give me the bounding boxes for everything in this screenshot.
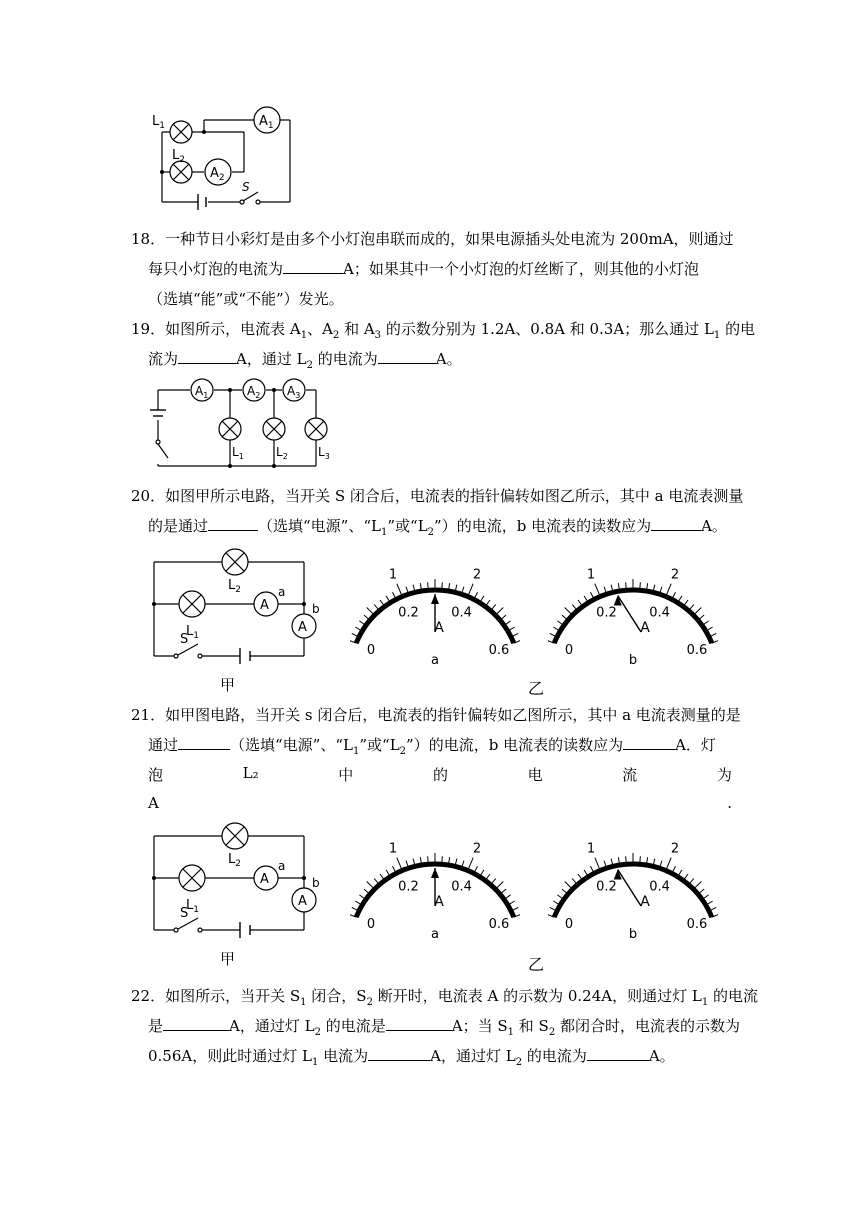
q20-line1: 20．如图甲所示电路，当开关 S 闭合后，电流表的指针偏转如图乙所示，其中 a 电流表测量	[131, 487, 744, 505]
dial-top-label: 1	[586, 567, 596, 583]
dial-tick	[428, 582, 429, 590]
dial-bottom-label: 0.2	[596, 879, 617, 895]
q22-blank-1[interactable]	[163, 1015, 229, 1031]
dial-tick	[693, 882, 701, 890]
q21-blank-2[interactable]	[623, 734, 675, 750]
battery-icon	[240, 648, 250, 664]
dial-tick	[468, 584, 473, 597]
q21-line3: 泡 L₂ 中 的 电 流 为	[148, 764, 732, 784]
dial-top-label: 1	[388, 841, 398, 857]
a2-label: $A_2$	[210, 166, 225, 183]
dial-bottom-label: 0	[564, 643, 574, 659]
q20-circuit-diagram	[148, 544, 323, 694]
ammeter-a-letter: A	[260, 872, 269, 887]
s-label: S	[242, 180, 250, 194]
battery-icon	[150, 410, 166, 416]
dial-bottom-label: 0.6	[488, 917, 510, 933]
unit-label: A	[434, 894, 444, 910]
svg-text:L1: $L_1$	[232, 445, 244, 461]
lamp-l1-icon	[219, 418, 241, 440]
l2-label: $L_2$	[172, 148, 185, 165]
q19-blank-1[interactable]	[178, 348, 236, 364]
dial-tick	[693, 608, 701, 616]
q20-blank-1[interactable]	[208, 515, 258, 531]
q18-line3: （选填“能”或“不能”）发光。	[148, 290, 344, 308]
q22-line2: 是 A，通过灯 $L_2$ 的电流是 A；当 $S_1$ 和 $S_2$ 都闭合时，电流表的示数为	[148, 1017, 740, 1038]
q21-meter-b	[548, 824, 718, 940]
meter-name-label: a	[431, 653, 439, 666]
q22-line3: 0.56A，则此时通过灯 $L_1$ 电流为 A，通过灯 $L_2$ 的电流为 A。	[148, 1047, 675, 1068]
b-label: b	[312, 876, 320, 890]
needle-head	[431, 868, 439, 878]
s-label: S	[180, 906, 189, 921]
dial-tick	[428, 856, 429, 864]
lamp-l1-icon	[170, 121, 192, 143]
q20-yi-label: 乙	[528, 679, 545, 698]
q19-line2: 流为 A，通过 $L_2$ 的电流为 A。	[148, 350, 462, 371]
lamp-l1-icon	[179, 591, 205, 617]
dial-arc	[554, 864, 712, 917]
a1-label: $A_1$	[259, 114, 274, 131]
dial-tick	[565, 882, 573, 890]
battery-icon	[198, 194, 206, 210]
junction-dot	[152, 876, 156, 880]
dial-bottom-label: 0.2	[596, 605, 617, 621]
dial-tick	[626, 856, 627, 864]
junction-dot	[302, 602, 306, 606]
dial-top-label: 2	[472, 841, 482, 857]
q20-line2: 的是通过 （选填“电源”、“$L_1$”或“$L_2$”）的电流，b 电流表的读数应为 A。	[148, 517, 727, 538]
q17-circuit-diagram	[148, 104, 298, 216]
q20-meter-a	[350, 550, 520, 666]
dial-top-label: 2	[670, 567, 680, 583]
ammeter-b-letter: A	[298, 894, 307, 909]
q20-meter-b	[548, 550, 718, 666]
dial-bottom-label: 0.4	[649, 879, 670, 895]
lamp-l2-icon	[263, 418, 285, 440]
junction-dot	[302, 876, 306, 880]
dial-bottom-label: 0.2	[398, 605, 419, 621]
needle	[618, 595, 641, 632]
lamp-l2-icon	[222, 549, 248, 575]
q19-circuit-diagram	[148, 378, 338, 472]
dial-bottom-label: 0.4	[451, 879, 472, 895]
dial-tick	[565, 608, 573, 616]
dial-tick	[595, 858, 600, 871]
dial-tick	[442, 582, 443, 590]
dial-arc	[554, 590, 712, 643]
svg-text:A3: $A_3$	[287, 384, 301, 400]
dial-bottom-label: 0.6	[686, 917, 708, 933]
s-label: S	[180, 632, 189, 647]
q21-line1: 21．如甲图电路，当开关 s 闭合后，电流表的指针偏转如乙图所示，其中 a 电流表测量的是	[131, 706, 741, 724]
dial-bottom-label: 0.2	[398, 879, 419, 895]
dial-tick	[626, 582, 627, 590]
l2-label: $L_2$	[228, 852, 241, 869]
dial-tick	[397, 858, 402, 871]
dial-tick	[495, 882, 503, 890]
q22-blank-4[interactable]	[587, 1045, 649, 1061]
q22-line1: 22．如图所示，当开关 $S_1$ 闭合，$S_2$ 断开时，电流表 A 的示数为 0.24A，则通过灯 $L_1$ 的电流	[131, 987, 758, 1008]
dial-bottom-label: 0.6	[488, 643, 510, 659]
q22-blank-2[interactable]	[386, 1015, 452, 1031]
dial-tick	[442, 856, 443, 864]
a-label: a	[278, 859, 286, 873]
dial-tick	[595, 584, 600, 597]
dial-top-label: 2	[670, 841, 680, 857]
lamp-l1-icon	[179, 865, 205, 891]
battery-icon	[240, 922, 250, 938]
svg-text:L3: $L_3$	[318, 445, 330, 461]
dial-tick	[640, 856, 641, 864]
dial-bottom-label: 0	[564, 917, 574, 933]
jia-label: 甲	[220, 950, 236, 968]
q22-blank-3[interactable]	[368, 1045, 430, 1061]
dial-top-label: 1	[586, 841, 596, 857]
dial-tick	[666, 584, 671, 597]
dial-top-label: 2	[472, 567, 482, 583]
dial-bottom-label: 0	[366, 643, 376, 659]
q18-line2: 每只小灯泡的电流为 A；如果其中一个小灯泡的灯丝断了，则其他的小灯泡	[148, 260, 699, 278]
dial-tick	[468, 858, 473, 871]
q21-blank-1[interactable]	[178, 734, 230, 750]
dial-tick	[397, 584, 402, 597]
dial-tick	[495, 608, 503, 616]
unit-label: A	[434, 620, 444, 636]
dial-bottom-label: 0.6	[686, 643, 708, 659]
needle	[618, 869, 641, 906]
dial-bottom-label: 0.4	[451, 605, 472, 621]
q21-line2: 通过 （选填“电源”、“$L_1$”或“$L_2$”）的电流，b 电流表的读数应为 A．灯	[148, 736, 716, 757]
jia-label: 甲	[220, 676, 236, 694]
svg-text:A2: $A_2$	[247, 384, 261, 400]
q21-circuit-diagram	[148, 818, 323, 968]
dial-tick	[367, 882, 375, 890]
q21-line4: A .	[148, 794, 732, 812]
svg-text:A1: $A_1$	[195, 384, 209, 400]
a-label: a	[278, 585, 286, 599]
ammeter-b-letter: A	[298, 620, 307, 635]
junction-dot	[152, 602, 156, 606]
meter-name-label: b	[628, 927, 638, 940]
q21-yi-label: 乙	[528, 955, 545, 974]
q21-meter-a	[350, 824, 520, 940]
unit-label: A	[640, 894, 650, 910]
q19-line1: 19．如图所示，电流表 $A_1$、$A_2$ 和 $A_3$ 的示数分别为 1.2A、0.8A 和 0.3A；那么通过 $L_1$ 的电	[131, 320, 756, 341]
dial-bottom-label: 0.4	[649, 605, 670, 621]
q18-line1: 18．一种节日小彩灯是由多个小灯泡串联而成的，如果电源插头处电流为 200mA，则通过	[131, 230, 734, 248]
l1-label: $L_1$	[152, 114, 165, 131]
meter-name-label: a	[431, 927, 439, 940]
switch-icon	[156, 440, 168, 466]
b-label: b	[312, 602, 320, 616]
dial-top-label: 1	[388, 567, 398, 583]
lamp-l3-icon	[305, 418, 327, 440]
ammeter-a-letter: A	[260, 598, 269, 613]
l1-label: $L_1$	[186, 898, 199, 915]
dial-bottom-label: 0	[366, 917, 376, 933]
q19-blank-2[interactable]	[378, 348, 436, 364]
l1-label: $L_1$	[186, 624, 199, 641]
meter-name-label: b	[628, 653, 638, 666]
dial-tick	[640, 582, 641, 590]
dial-tick	[367, 608, 375, 616]
dial-tick	[666, 858, 671, 871]
lamp-l2-icon	[222, 823, 248, 849]
unit-label: A	[640, 620, 650, 636]
needle-head	[431, 594, 439, 604]
l2-label: $L_2$	[228, 578, 241, 595]
svg-text:L2: $L_2$	[276, 445, 288, 461]
q20-blank-2[interactable]	[651, 515, 701, 531]
q18-blank-1[interactable]	[283, 258, 343, 274]
